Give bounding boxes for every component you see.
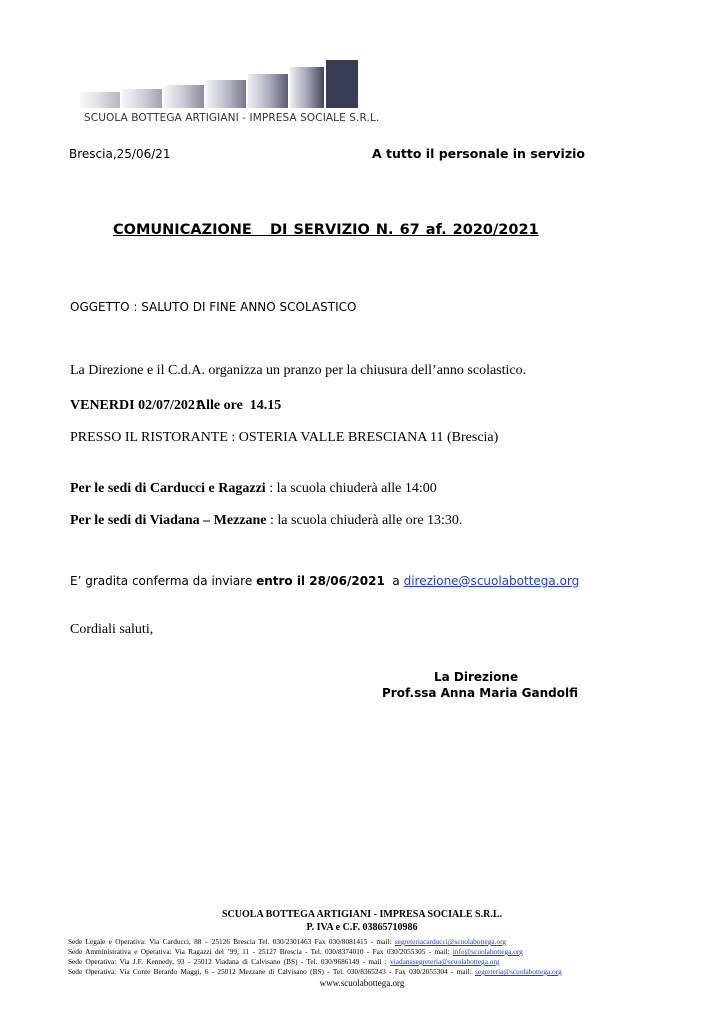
communication-title-text: COMUNICAZIONE DI SERVIZIO N. 67 af. 2020/2021 xyxy=(113,222,539,238)
footer-email-mezzane[interactable]: segreteria@scuolabottega.org xyxy=(475,967,562,976)
footer-email-viadana[interactable]: viadanasegreteria@scuolabottega.org xyxy=(390,957,500,966)
footer-website[interactable]: www.scuolabottega.org xyxy=(319,978,405,988)
closing-1-time: : la scuola chiuderà alle 14:00 xyxy=(265,481,437,496)
confirm-mid: a xyxy=(384,574,404,588)
footer-org: SCUOLA BOTTEGA ARTIGIANI - IMPRESA SOCIALE S.R.L. xyxy=(222,909,502,920)
confirm-email-link[interactable]: direzione@scuolabottega.org xyxy=(403,574,580,588)
body-paragraph: La Direzione e il C.d.A. organizza un pranzo per la chiusura dell’anno scolastico. xyxy=(70,363,527,378)
confirm-prefix: E’ gradita conferma da inviare xyxy=(70,574,257,588)
logo-text: SCUOLA BOTTEGA ARTIGIANI - IMPRESA SOCIALE S.R.L. xyxy=(84,112,380,124)
confirm-deadline: entro il 28/06/2021 xyxy=(256,574,385,588)
greeting: Cordiali saluti, xyxy=(70,622,154,637)
footer-address-mezzane-text: Sede Operativa: Via Conte Berardo Maggi, 6 - 25012 Mezzane di Calvisano (BS) - Tel. 030/8365243 - Fax 030/2055304 - mail: xyxy=(68,967,476,976)
closing-2-time: : la scuola chiuderà alle ore 13:30. xyxy=(266,513,463,528)
signature-name: Prof.ssa Anna Maria Gandolfi xyxy=(382,686,578,700)
venue-line: PRESSO IL RISTORANTE : OSTERIA VALLE BRESCIANA 11 (Brescia) xyxy=(70,430,499,445)
footer-address-admin xyxy=(68,947,523,956)
event-time: Alle ore 14.15 xyxy=(196,398,282,413)
closing-schedule-carducci xyxy=(70,481,437,497)
footer-address-admin-text: Sede Amministrativa e Operativa: Via Ragazzi del ’99, 11 - 25127 Brescia - Tel. 030/8374010 - Fax 030/2055305 - mail: xyxy=(68,947,453,956)
footer-address-legal-text: Sede Legale e Operativa: Via Carducci, 88 – 25126 Brescia Tel. 030/2301463 Fax 030/8081415 - mail: xyxy=(68,937,395,946)
subject-line: OGGETTO : SALUTO DI FINE ANNO SCOLASTICO xyxy=(70,300,357,314)
event-date: VENERDI 02/07/2021 xyxy=(70,398,202,413)
letter-recipient: A tutto il personale in servizio xyxy=(372,146,585,161)
footer-address-viadana-text: Sede Operativa: Via J.F. Kennedy, 93 - 25012 Viadana di Calvisano (BS) - Tel. 030/9686149 - mail : xyxy=(68,957,391,966)
footer-address-mezzane xyxy=(68,967,562,976)
confirmation-line xyxy=(70,574,579,588)
logo-graphic xyxy=(80,58,360,108)
footer-vat: P. IVA e C.F. 03865710986 xyxy=(306,922,418,933)
closing-2-sites: Per le sedi di Viadana – Mezzane xyxy=(70,513,267,528)
closing-1-sites: Per le sedi di Carducci e Ragazzi xyxy=(70,481,266,496)
communication-title xyxy=(113,222,539,238)
footer-email-info[interactable]: info@scuolabottega.org xyxy=(452,947,523,956)
footer-email-carducci[interactable]: segreteriacarducci@scuolabottega.org xyxy=(394,937,507,946)
letter-date: Brescia,25/06/21 xyxy=(69,147,171,161)
footer-address-legal xyxy=(68,937,506,946)
signature-office: La Direzione xyxy=(434,670,519,684)
closing-schedule-viadana xyxy=(70,513,462,529)
footer-address-viadana xyxy=(68,957,499,966)
